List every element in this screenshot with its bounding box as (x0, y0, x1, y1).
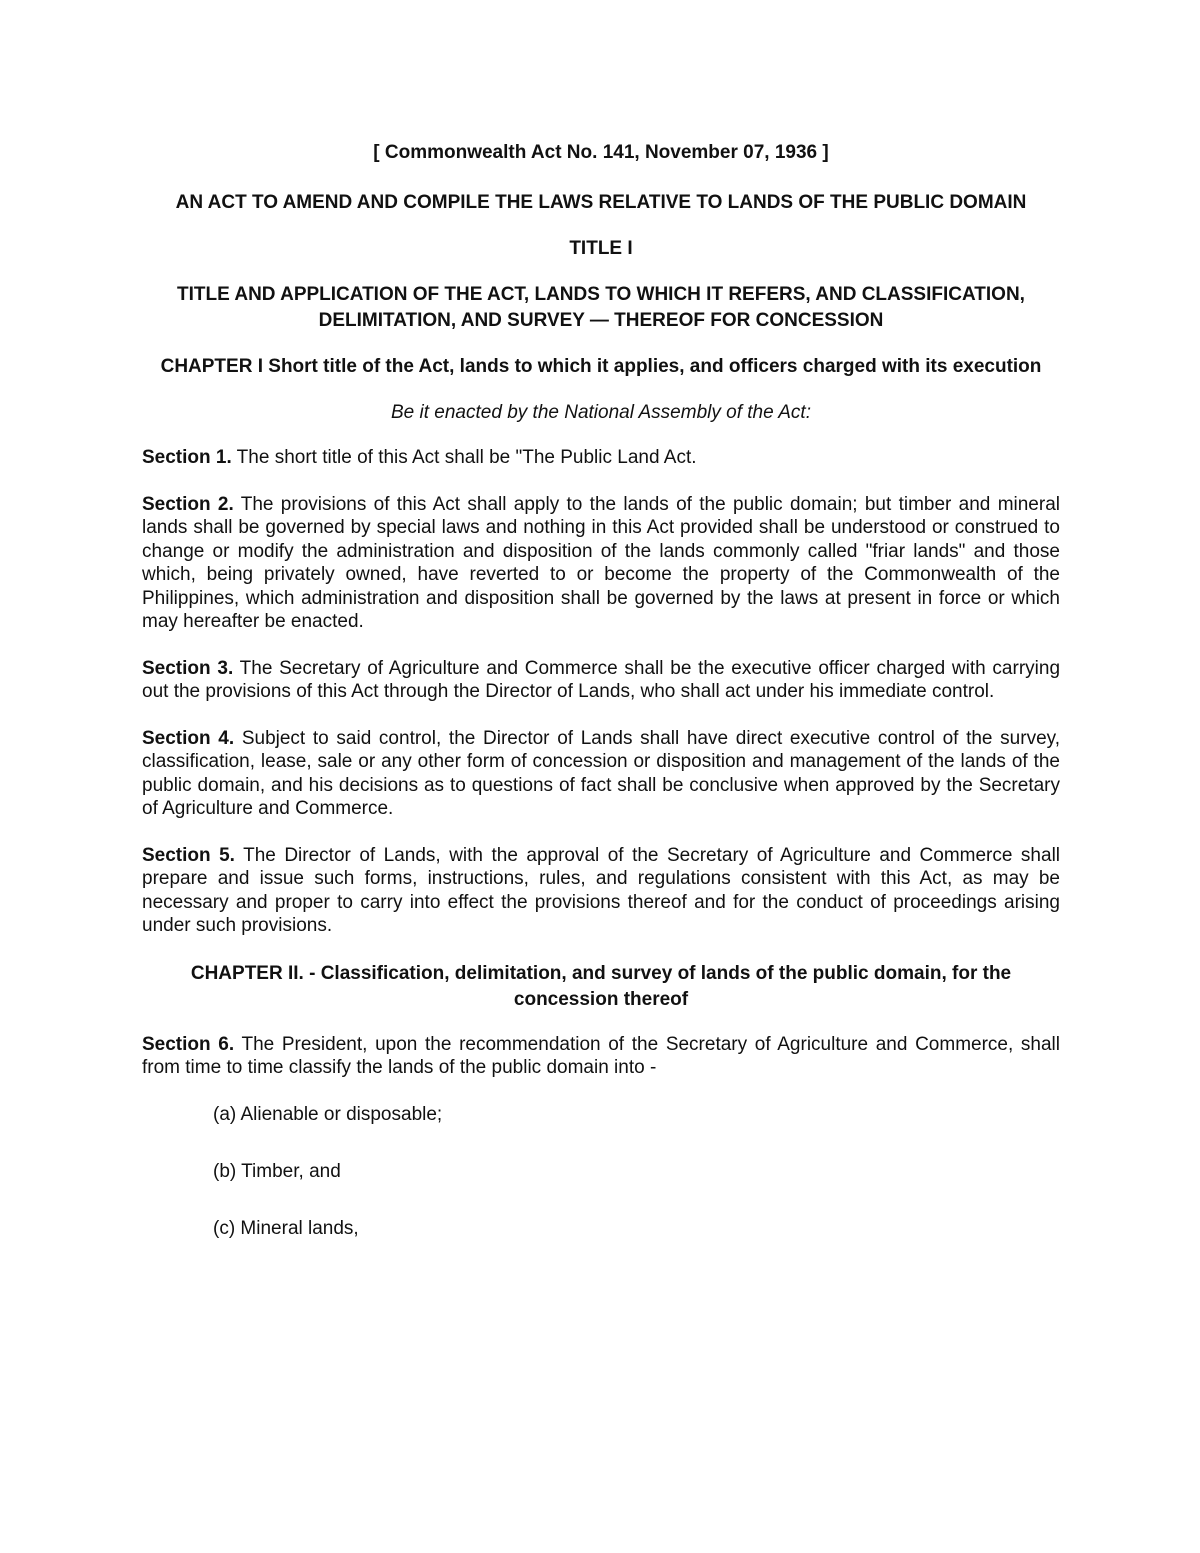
section-5 (142, 844, 1060, 938)
classification-item-b: (b) Timber, and (213, 1160, 341, 1182)
section-label: Section 6. (142, 1033, 235, 1055)
section-text: Subject to said control, the Director of Lands shall have direct executive control of the survey, classification, lease, sale or any other form of concession or disposition and management of the lands of the public domain, and his decisions as to questions of fact shall be conclusive when approved by the Secretary of Agriculture and Commerce. (142, 727, 1061, 819)
section-2 (142, 493, 1060, 634)
section-label: Section 4. (142, 727, 235, 749)
section-text: The Director of Lands, with the approval of the Secretary of Agriculture and Commerce shall prepare and issue such forms, instructions, rules, and regulations consistent with this Act, as may be necessary and proper to carry into effect the provisions thereof and for the conduct of proceedings arising under such provisions. (142, 844, 1061, 936)
document-page (142, 140, 1060, 1274)
section-3 (142, 657, 1060, 704)
section-1 (142, 446, 1060, 470)
title-description: TITLE AND APPLICATION OF THE ACT, LANDS TO WHICH IT REFERS, AND CLASSIFICATION, DELIMITATION, AND SURVEY — THEREOF FOR CONCESSION (177, 284, 1025, 331)
chapter-1-heading: CHAPTER I Short title of the Act, lands to which it applies, and officers charged with its execution (160, 356, 1042, 377)
section-text: The provisions of this Act shall apply to the lands of the public domain; but timber and mineral lands shall be governed by special laws and nothing in this Act provided shall be understood or construed to change or modify the administration and disposition of the lands commonly called "friar lands" and those which, being privately owned, have reverted to or become the property of the Commonwealth of the Philippines, which administration and disposition shall be governed by the laws at present in force or which may hereafter be enacted. (142, 493, 1060, 632)
section-label: Section 5. (142, 844, 235, 866)
title-number: TITLE I (569, 238, 633, 259)
section-label: Section 3. (142, 657, 234, 679)
section-text: The President, upon the recommendation of the Secretary of Agriculture and Commerce, shall from time to time classify the lands of the public domain into - (142, 1033, 1061, 1078)
section-6 (142, 1033, 1060, 1080)
enacting-clause: Be it enacted by the National Assembly of the Act: (391, 402, 811, 423)
section-4 (142, 727, 1060, 821)
classification-item-c: (c) Mineral lands, (213, 1217, 359, 1239)
section-text: The short title of this Act shall be "The Public Land Act. (231, 447, 697, 468)
chapter-2-heading: CHAPTER II. - Classification, delimitation, and survey of lands of the public domain, for the concession thereof (190, 962, 1012, 1010)
section-text: The Secretary of Agriculture and Commerce shall be the executive officer charged with carrying out the provisions of this Act through the Director of Lands, who shall act under his immediate control. (142, 657, 1061, 702)
act-title: AN ACT TO AMEND AND COMPILE THE LAWS RELATIVE TO LANDS OF THE PUBLIC DOMAIN (175, 192, 1027, 213)
act-citation: [ Commonwealth Act No. 141, November 07, 1936 ] (373, 142, 829, 163)
classification-item-a: (a) Alienable or disposable; (213, 1103, 443, 1125)
section-label: Section 2. (142, 493, 234, 515)
section-label: Section 1. (142, 447, 232, 468)
